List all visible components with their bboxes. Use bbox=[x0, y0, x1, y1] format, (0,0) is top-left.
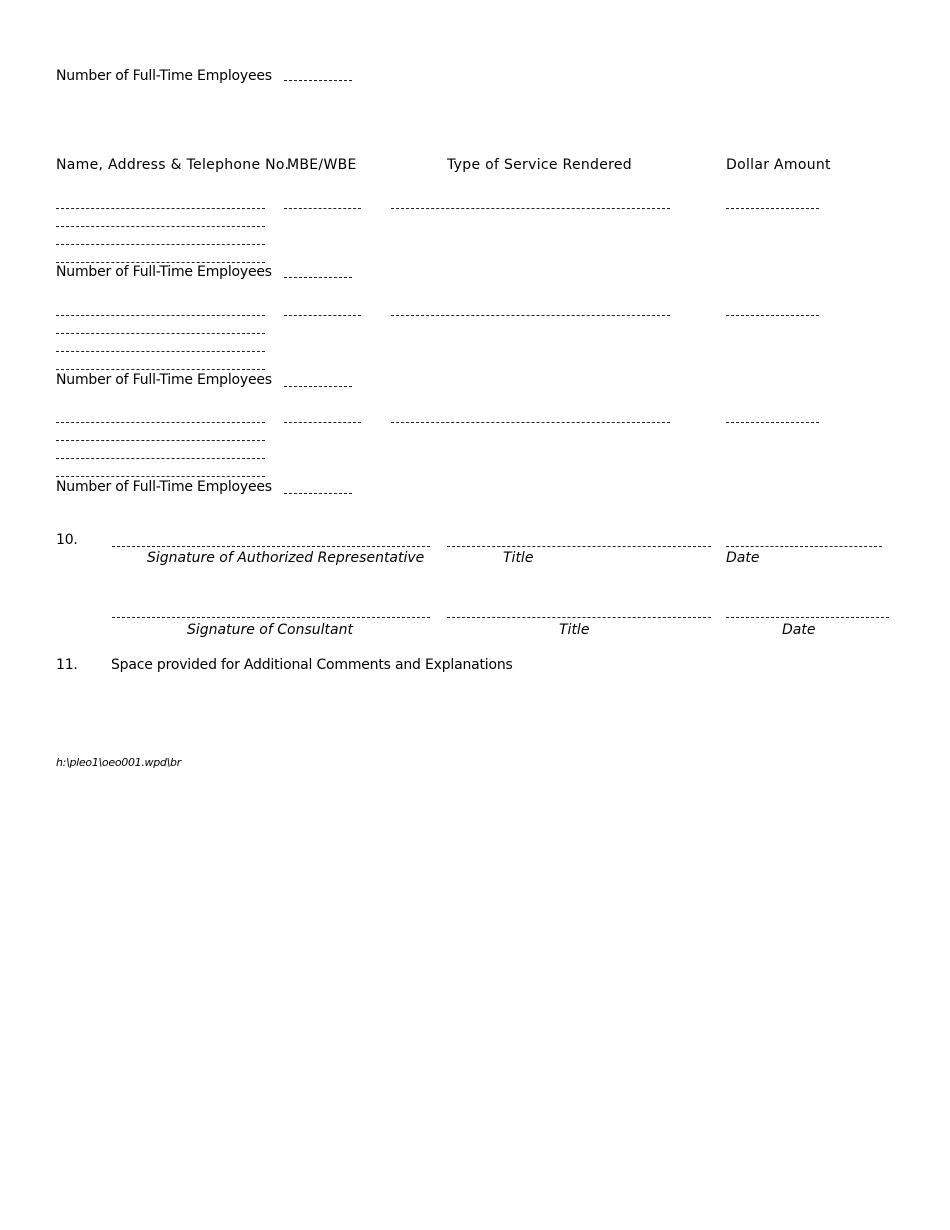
entry-employees-label: Number of Full-Time Employees bbox=[56, 372, 272, 388]
entry-employees-input-line[interactable] bbox=[284, 493, 352, 494]
name-address-line[interactable] bbox=[56, 244, 265, 245]
entry-employees-input-line[interactable] bbox=[284, 277, 352, 278]
name-address-line[interactable] bbox=[56, 315, 265, 316]
entry-employees-label: Number of Full-Time Employees bbox=[56, 479, 272, 495]
mbe-wbe-line[interactable] bbox=[284, 315, 361, 316]
signature-consultant-caption: Signature of Consultant bbox=[187, 622, 353, 638]
top-employees-input-line[interactable] bbox=[284, 80, 352, 81]
signature-consultant-line[interactable] bbox=[112, 617, 430, 618]
item-10-number: 10. bbox=[56, 532, 78, 548]
date-line-1[interactable] bbox=[726, 546, 882, 547]
name-address-line[interactable] bbox=[56, 440, 265, 441]
date-line-2[interactable] bbox=[726, 617, 889, 618]
top-employees-label: Number of Full-Time Employees bbox=[56, 68, 272, 84]
signature-representative-line[interactable] bbox=[112, 546, 430, 547]
col-header-service: Type of Service Rendered bbox=[447, 157, 632, 173]
col-header-amount: Dollar Amount bbox=[726, 157, 831, 173]
name-address-line[interactable] bbox=[56, 351, 265, 352]
amount-line[interactable] bbox=[726, 422, 819, 423]
title-line-2[interactable] bbox=[447, 617, 711, 618]
col-header-mbe-wbe: MBE/WBE bbox=[287, 157, 357, 173]
entry-employees-label: Number of Full-Time Employees bbox=[56, 264, 272, 280]
item-11-number: 11. bbox=[56, 657, 78, 673]
title-caption-1: Title bbox=[503, 550, 534, 566]
name-address-line[interactable] bbox=[56, 226, 265, 227]
name-address-line[interactable] bbox=[56, 369, 265, 370]
item-11-text: Space provided for Additional Comments and Explanations bbox=[111, 657, 513, 673]
name-address-line[interactable] bbox=[56, 458, 265, 459]
service-line[interactable] bbox=[391, 422, 670, 423]
name-address-line[interactable] bbox=[56, 208, 265, 209]
title-line-1[interactable] bbox=[447, 546, 711, 547]
name-address-line[interactable] bbox=[56, 476, 265, 477]
service-line[interactable] bbox=[391, 315, 670, 316]
mbe-wbe-line[interactable] bbox=[284, 422, 361, 423]
amount-line[interactable] bbox=[726, 208, 819, 209]
name-address-line[interactable] bbox=[56, 262, 265, 263]
file-path-footer: h:\pleo1\oeo001.wpd\br bbox=[56, 756, 181, 769]
date-caption-2: Date bbox=[782, 622, 816, 638]
date-caption-1: Date bbox=[726, 550, 760, 566]
amount-line[interactable] bbox=[726, 315, 819, 316]
name-address-line[interactable] bbox=[56, 422, 265, 423]
name-address-line[interactable] bbox=[56, 333, 265, 334]
signature-representative-caption: Signature of Authorized Representative bbox=[147, 550, 425, 566]
title-caption-2: Title bbox=[559, 622, 590, 638]
mbe-wbe-line[interactable] bbox=[284, 208, 361, 209]
entry-employees-input-line[interactable] bbox=[284, 386, 352, 387]
service-line[interactable] bbox=[391, 208, 670, 209]
col-header-name: Name, Address & Telephone No. bbox=[56, 157, 290, 173]
